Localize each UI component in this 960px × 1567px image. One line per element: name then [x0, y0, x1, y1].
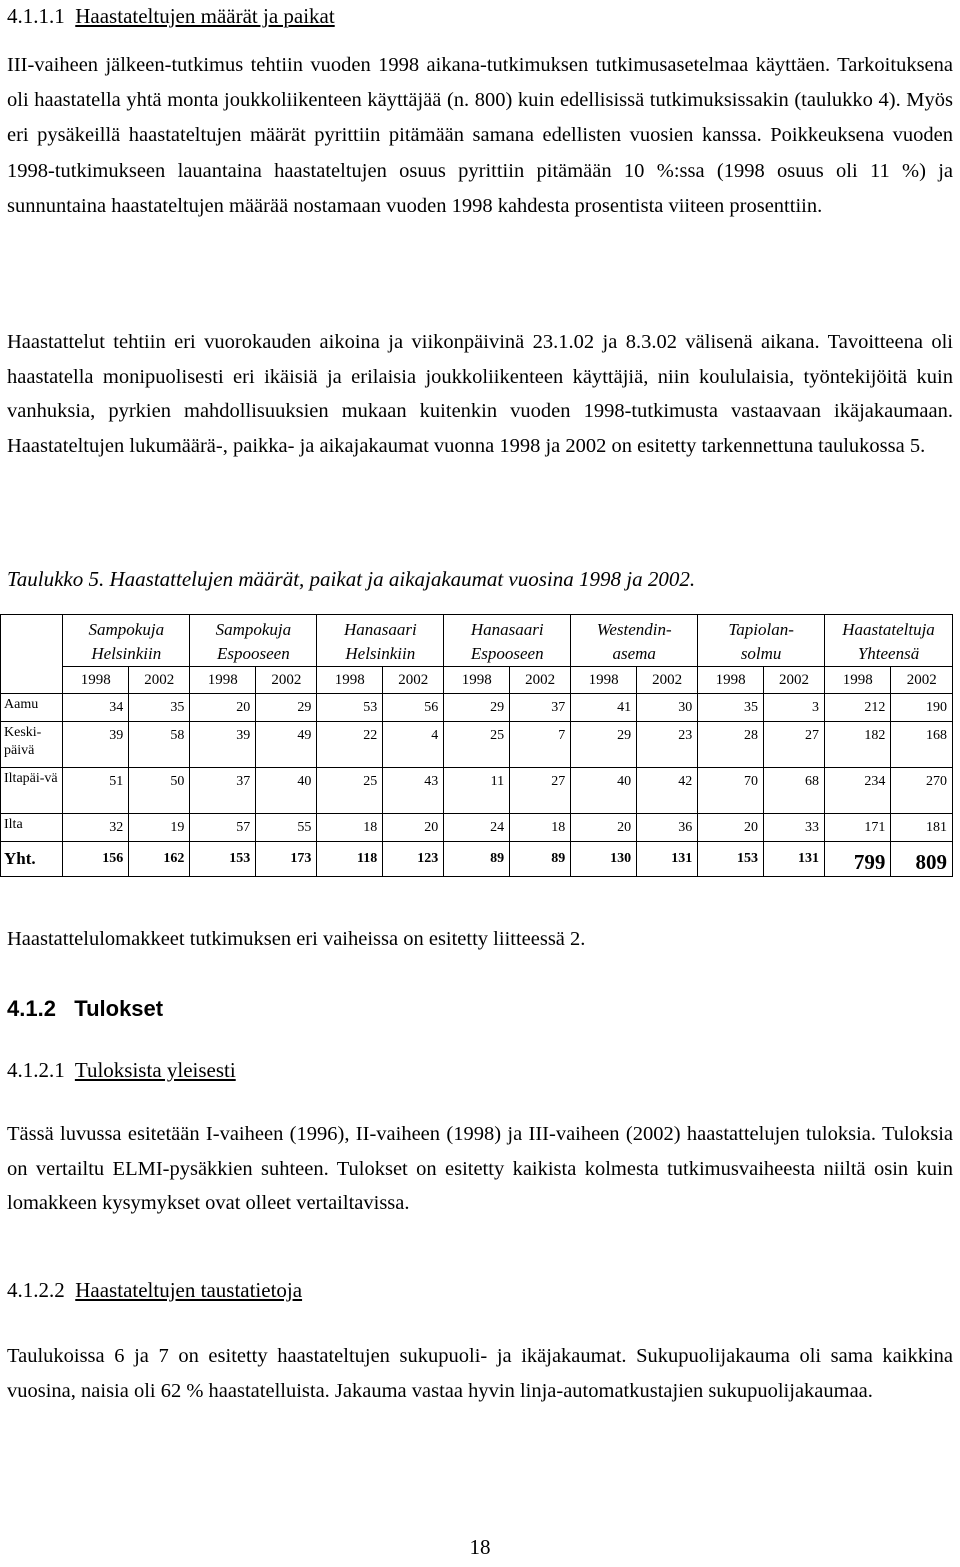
table-cell: 25: [444, 722, 510, 768]
group-header-line: Sampokuja: [215, 620, 292, 639]
table-cell: 39: [63, 722, 129, 768]
table-cell: 56: [383, 694, 444, 722]
table-cell: 181: [891, 814, 953, 842]
table-row: [1, 722, 953, 768]
group-header-line: Hanasaari: [343, 620, 417, 639]
paragraph-4: Taulukoissa 6 ja 7 on esitetty haastateltujen sukupuoli- ja ikäjakaumat. Sukupuolijakauma oli sama kaikkina vuosina, naisia oli 62 % haastatelluista. Jakauma vastaa hyvin linja-automatkustajien sukupuolijakaumaa.: [7, 1345, 953, 1402]
year-header: 1998: [698, 667, 764, 694]
table-cell: 182: [825, 722, 891, 768]
table-cell: 43: [383, 768, 444, 814]
table-cell: 156: [63, 842, 129, 877]
table-row: [1, 768, 953, 814]
group-header-line: Hanasaari: [470, 620, 544, 639]
table-cell: 168: [891, 722, 953, 768]
table-row: [1, 842, 953, 877]
row-label: Iltapäi-vä: [1, 768, 63, 814]
year-header: 1998: [317, 667, 383, 694]
table-cell: 57: [190, 814, 256, 842]
table-cell: 18: [317, 814, 383, 842]
table-cell: 23: [637, 722, 698, 768]
table-cell: 20: [698, 814, 764, 842]
paragraph-3: Tässä luvussa esitetään I-vaiheen (1996), II-vaiheen (1998) ja III-vaiheen (2002) haastattelujen tuloksia. Tuloksia on vertailtu ELMI-pysäkkien suhteen. Tulokset on esitetty kaikista kolmesta tutkimusvaiheesta niiltä osin kuin lomakkeen kysymykset ovat olleet vertailtavissa.: [7, 1123, 953, 1214]
group-header: [63, 615, 190, 667]
table-row: [1, 814, 953, 842]
table-cell: 20: [383, 814, 444, 842]
table-cell: 22: [317, 722, 383, 768]
table-cell: 7: [510, 722, 571, 768]
table-cell: 24: [444, 814, 510, 842]
table-cell: 153: [698, 842, 764, 877]
row-label: Keski-päivä: [1, 722, 63, 768]
table-row: [1, 694, 953, 722]
table-cell: 162: [129, 842, 190, 877]
table-cell: 29: [571, 722, 637, 768]
paragraph-2: Haastattelut tehtiin eri vuorokauden aikoina ja viikonpäivinä 23.1.02 ja 8.3.02 välisenä aikana. Tavoitteena oli haastatella monipuolisesti eri ikäisiä ja erilaisia joukkoliikenteen käyttäjiä, niin koululaisia, työntekijöitä kuin vanhuksia, pyrkien mahdollisuuksien mukaan kuitenkin vuoden 1998-tutkimusta vastaavaan ikäjakaumaan. Haastateltujen lukumäärä-, paikka- ja aikajakaumat vuonna 1998 ja 2002 on esitetty tarkennettuna taulukossa 5.: [7, 331, 953, 457]
table-cell: 30: [637, 694, 698, 722]
heading-4-1-2-1: [7, 1058, 236, 1083]
year-header: 1998: [190, 667, 256, 694]
table-cell: 234: [825, 768, 891, 814]
table-cell: 212: [825, 694, 891, 722]
table-cell: 20: [571, 814, 637, 842]
table-5: [0, 614, 953, 877]
table-cell: 34: [63, 694, 129, 722]
year-header: 2002: [764, 667, 825, 694]
table-cell: 89: [444, 842, 510, 877]
table-cell: 171: [825, 814, 891, 842]
heading-4-1-1-1: [7, 4, 335, 29]
group-header-line: Yhteensä: [857, 644, 920, 663]
table-cell: 20: [190, 694, 256, 722]
appendix-note: Haastattelulomakkeet tutkimuksen eri vaiheissa on esitetty liitteessä 2.: [7, 928, 586, 950]
heading-number: 4.1.1.1: [7, 4, 65, 28]
heading-number: 4.1.2.2: [7, 1278, 65, 1302]
table-cell: 118: [317, 842, 383, 877]
table-caption: Taulukko 5. Haastattelujen määrät, paikat ja aikajakaumat vuosina 1998 ja 2002.: [7, 567, 696, 591]
table-cell: 18: [510, 814, 571, 842]
table-cell: 29: [256, 694, 317, 722]
group-header-line: Tapiolan-: [728, 620, 794, 639]
table-cell: 11: [444, 768, 510, 814]
group-header-line: solmu: [740, 644, 782, 663]
heading-title: Tulokset: [74, 996, 164, 1021]
table-cell: 49: [256, 722, 317, 768]
table-cell: 68: [764, 768, 825, 814]
table-cell: 270: [891, 768, 953, 814]
table-cell: 41: [571, 694, 637, 722]
table-cell: 70: [698, 768, 764, 814]
year-header: 2002: [256, 667, 317, 694]
group-header: [825, 615, 953, 667]
paragraph-1: III-vaiheen jälkeen-tutkimus tehtiin vuoden 1998 aikana-tutkimuksen tutkimusasetelmaa käyttäen. Tarkoituksena oli haastatella yhtä monta joukkoliikenteen käyttäjää (n. 800) kuin edellisissä tutkimuksissakin (taulukko 4). Myös eri pysäkeillä haastateltujen määrät pyrittiin pitämään samana edellisten vuosien kanssa. Poikkeuksena vuoden 1998-tutkimukseen lauantaina haastateltujen osuus pyrittiin pitämään 10 %:ssa (1998 osuus oli 11 %) ja sunnuntaina haastateltujen määrää nostamaan vuoden 1998 kahdesta prosentista viiteen prosenttiin.: [7, 54, 953, 217]
group-header-line: Sampokuja: [88, 620, 165, 639]
group-header: [571, 615, 698, 667]
table-cell: 27: [510, 768, 571, 814]
heading-title: Tuloksista yleisesti: [74, 1058, 236, 1082]
table-cell: 37: [190, 768, 256, 814]
table-cell: 131: [637, 842, 698, 877]
table-cell: 50: [129, 768, 190, 814]
year-header: 2002: [383, 667, 444, 694]
group-header: [190, 615, 317, 667]
year-header: 2002: [510, 667, 571, 694]
table-cell: 809: [891, 842, 953, 877]
table-cell: 3: [764, 694, 825, 722]
table-cell: 35: [698, 694, 764, 722]
table-cell: 4: [383, 722, 444, 768]
group-header-line: asema: [612, 644, 656, 663]
heading-number: 4.1.2: [7, 996, 56, 1021]
table-cell: 37: [510, 694, 571, 722]
heading-title: Haastateltujen taustatietoja: [75, 1278, 303, 1302]
table-cell: 153: [190, 842, 256, 877]
table-cell: 55: [256, 814, 317, 842]
group-header: [317, 615, 444, 667]
heading-number: 4.1.2.1: [7, 1058, 65, 1082]
table-cell: 42: [637, 768, 698, 814]
table-cell: 29: [444, 694, 510, 722]
year-header: 1998: [571, 667, 637, 694]
heading-4-1-2: [7, 996, 163, 1022]
table-cell: 40: [571, 768, 637, 814]
table-cell: 28: [698, 722, 764, 768]
year-header: 2002: [129, 667, 190, 694]
row-label: Ilta: [1, 814, 63, 842]
year-header: 1998: [825, 667, 891, 694]
year-header: 1998: [63, 667, 129, 694]
row-label: Yht.: [1, 842, 63, 877]
heading-4-1-2-2: [7, 1278, 302, 1303]
year-header: 2002: [637, 667, 698, 694]
table-cell: 58: [129, 722, 190, 768]
table-cell: 89: [510, 842, 571, 877]
table-cell: 19: [129, 814, 190, 842]
year-header: 2002: [891, 667, 953, 694]
group-header-line: Helsinkiin: [345, 644, 416, 663]
table-cell: 190: [891, 694, 953, 722]
year-header: 1998: [444, 667, 510, 694]
heading-title: Haastateltujen määrät ja paikat: [75, 4, 335, 28]
table-cell: 33: [764, 814, 825, 842]
table-cell: 131: [764, 842, 825, 877]
group-header-line: Helsinkiin: [91, 644, 162, 663]
table-cell: 123: [383, 842, 444, 877]
table-cell: 40: [256, 768, 317, 814]
table-cell: 25: [317, 768, 383, 814]
table-cell: 27: [764, 722, 825, 768]
table-cell: 35: [129, 694, 190, 722]
group-header-line: Haastateltuja: [842, 620, 935, 639]
table-cell: 32: [63, 814, 129, 842]
table-corner-cell: [1, 615, 63, 694]
page-number: 18: [469, 1535, 491, 1559]
table-cell: 799: [825, 842, 891, 877]
group-header: [444, 615, 571, 667]
group-header-line: Espooseen: [216, 644, 290, 663]
group-header: [698, 615, 825, 667]
table-cell: 39: [190, 722, 256, 768]
table-cell: 173: [256, 842, 317, 877]
group-header-line: Westendin-: [596, 620, 672, 639]
row-label: Aamu: [1, 694, 63, 722]
group-header-line: Espooseen: [470, 644, 544, 663]
table-cell: 51: [63, 768, 129, 814]
table-cell: 53: [317, 694, 383, 722]
table-cell: 130: [571, 842, 637, 877]
table-cell: 36: [637, 814, 698, 842]
